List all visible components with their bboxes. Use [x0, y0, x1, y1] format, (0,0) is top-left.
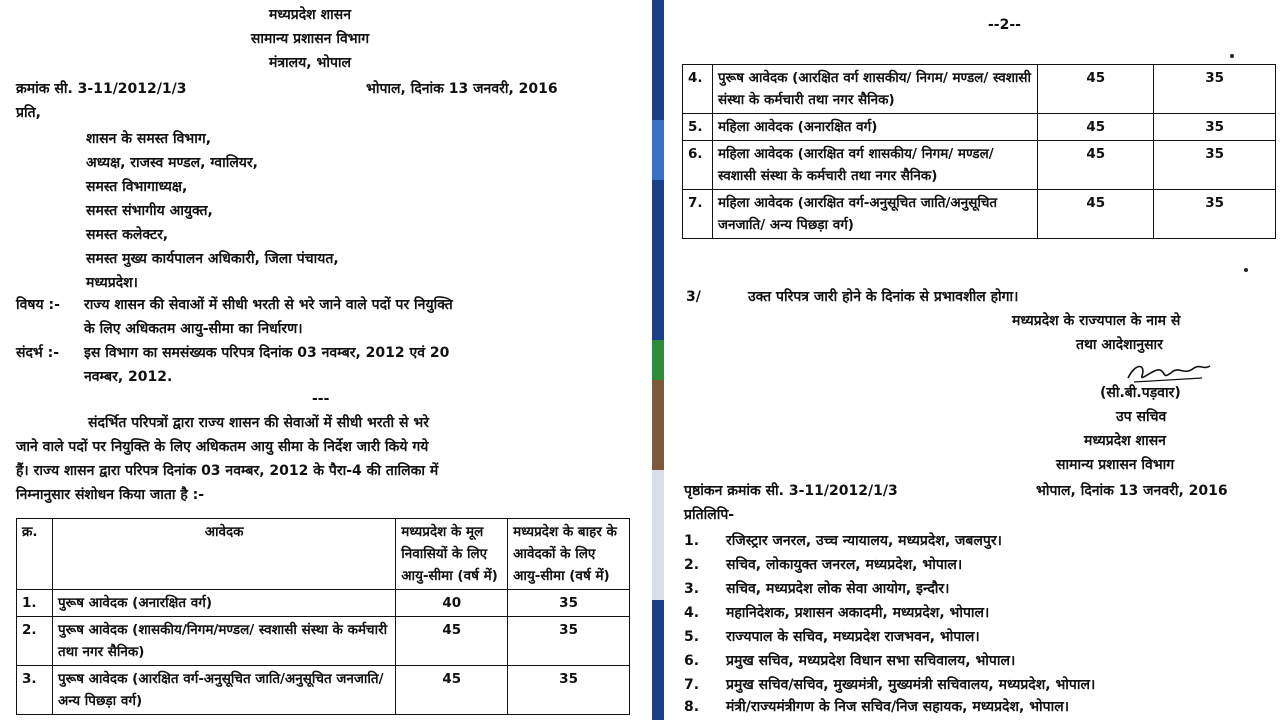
row-serial: 4. — [683, 65, 713, 114]
row-outside-age: 35 — [508, 666, 630, 715]
table-row — [683, 114, 1276, 141]
table-row — [683, 141, 1276, 190]
recipient-line: अध्यक्ष, राजस्व मण्डल, ग्वालियर, — [86, 155, 258, 171]
signature-graphic — [1124, 356, 1214, 386]
copy-item-number: 3. — [684, 581, 700, 597]
row-serial: 7. — [683, 190, 713, 239]
para3-number: 3/ — [686, 289, 701, 305]
table-row — [17, 590, 630, 617]
copy-item-text: राज्यपाल के सचिव, मध्यप्रदेश राजभवन, भोपाल। — [726, 629, 980, 645]
row-mp-age: 45 — [1038, 65, 1154, 114]
copy-item-number: 4. — [684, 605, 700, 621]
reference-line: इस विभाग का समसंख्यक परिपत्र दिनांक 03 नवम्बर, 2012 एवं 20 — [84, 345, 450, 361]
reference-number: क्रमांक सी. 3-11/2012/1/3 — [16, 81, 187, 97]
scan-speck — [1230, 54, 1234, 58]
row-applicant: महिला आवेदक (अनारक्षित वर्ग) — [712, 114, 1037, 141]
row-mp-age: 45 — [1038, 141, 1154, 190]
endorsement-date: भोपाल, दिनांक 13 जनवरी, 2016 — [1036, 483, 1228, 499]
row-serial: 3. — [17, 666, 53, 715]
row-outside-age: 35 — [508, 590, 630, 617]
age-limit-table — [16, 518, 630, 715]
copy-item-text: सचिव, मध्यप्रदेश लोक सेवा आयोग, इन्दौर। — [726, 581, 950, 597]
row-outside-age: 35 — [1154, 114, 1276, 141]
signatory-department: सामान्य प्रशासन विभाग — [1056, 457, 1175, 473]
para3-text: उक्त परिपत्र जारी होने के दिनांक से प्रभावशील होगा। — [748, 289, 1019, 305]
row-mp-age: 45 — [396, 666, 508, 715]
row-outside-age: 35 — [1154, 65, 1276, 114]
copy-item-number: 7. — [684, 677, 700, 693]
row-outside-age: 35 — [508, 617, 630, 666]
background-strip — [652, 0, 664, 720]
table-row — [683, 190, 1276, 239]
signatory-designation: उप सचिव — [1116, 409, 1167, 425]
copy-item-number: 2. — [684, 557, 700, 573]
header-ministry: मंत्रालय, भोपाल — [268, 55, 352, 71]
row-outside-age: 35 — [1154, 141, 1276, 190]
reference-label: संदर्भ :- — [16, 345, 60, 361]
copy-item-number: 5. — [684, 629, 700, 645]
copy-item-text: प्रमुख सचिव/सचिव, मुख्यमंत्री, मुख्यमंत्री सचिवालय, मध्यप्रदेश, भोपाल। — [726, 677, 1096, 693]
copy-item-number: 1. — [684, 533, 700, 549]
document-page-2 — [664, 0, 1280, 720]
subject-line: राज्य शासन की सेवाओं में सीधी भरती से भरे जाने वाले पदों पर नियुक्ति — [84, 297, 453, 313]
row-mp-age: 40 — [396, 590, 508, 617]
body-line: संदर्भित परिपत्रों द्वारा राज्य शासन की सेवाओं में सीधी भरती से भरे — [88, 415, 429, 431]
recipient-line: मध्यप्रदेश। — [86, 275, 138, 291]
signatory-government: मध्यप्रदेश शासन — [1084, 433, 1166, 449]
recipient-line: समस्त मुख्य कार्यपालन अधिकारी, जिला पंचायत, — [86, 251, 339, 267]
recipient-line: समस्त विभागाध्यक्ष, — [86, 179, 188, 195]
header-applicant: आवेदक — [52, 519, 395, 590]
copy-item-text: मंत्री/राज्यमंत्रीगण के निज सचिव/निज सहायक, मध्यप्रदेश, भोपाल। — [726, 699, 1070, 715]
body-line: हैं। राज्य शासन द्वारा परिपत्र दिनांक 03 नवम्बर, 2012 के पैरा-4 की तालिका में — [16, 463, 439, 479]
body-line: जाने वाले पदों पर नियुक्ति के लिए अधिकतम आयु सीमा के निर्देश जारी किये गये — [16, 439, 429, 455]
row-serial: 5. — [683, 114, 713, 141]
page-number: --2-- — [988, 17, 1021, 33]
copy-item-text: सचिव, लोकायुक्त जनरल, मध्यप्रदेश, भोपाल। — [726, 557, 963, 573]
header-serial: क्र. — [17, 519, 53, 590]
row-mp-age: 45 — [1038, 114, 1154, 141]
table-row — [17, 666, 630, 715]
copy-item-text: रजिस्ट्रार जनरल, उच्च न्यायालय, मध्यप्रदेश, जबलपुर। — [726, 533, 1002, 549]
age-limit-table-continued — [682, 64, 1276, 239]
header-department: सामान्य प्रशासन विभाग — [250, 31, 370, 47]
recipient-line: शासन के समस्त विभाग, — [86, 131, 212, 147]
subject-label: विषय :- — [16, 297, 60, 313]
copy-item-text: प्रमुख सचिव, मध्यप्रदेश विधान सभा सचिवालय, भोपाल। — [726, 653, 1016, 669]
endorsement-number: पृष्ठांकन क्रमांक सी. 3-11/2012/1/3 — [684, 483, 898, 499]
row-applicant: पुरूष आवेदक (आरक्षित वर्ग-अनुसूचित जाति/अनुसूचित जनजाति/अन्य पिछड़ा वर्ग) — [52, 666, 395, 715]
row-applicant: महिला आवेदक (आरक्षित वर्ग शासकीय/ निगम/ मण्डल/ स्वशासी संस्था के कर्मचारी तथा नगर सैनिक) — [712, 141, 1037, 190]
strip-graphic — [652, 0, 664, 720]
recipient-line: समस्त संभागीय आयुक्त, — [86, 203, 213, 219]
row-serial: 2. — [17, 617, 53, 666]
copy-item-text: महानिदेशक, प्रशासन अकादमी, मध्यप्रदेश, भोपाल। — [726, 605, 990, 621]
row-serial: 1. — [17, 590, 53, 617]
prati-label: प्रति, — [16, 105, 41, 121]
row-applicant: पुरूष आवेदक (अनारक्षित वर्ग) — [52, 590, 395, 617]
row-applicant: महिला आवेदक (आरक्षित वर्ग-अनुसूचित जाति/अनुसूचित जनजाति/ अन्य पिछड़ा वर्ग) — [712, 190, 1037, 239]
header-outside-applicants: मध्यप्रदेश के बाहर के आवेदकों के लिए आयु-सीमा (वर्ष में) — [508, 519, 630, 590]
row-outside-age: 35 — [1154, 190, 1276, 239]
row-mp-age: 45 — [396, 617, 508, 666]
row-mp-age: 45 — [1038, 190, 1154, 239]
copy-item-number: 6. — [684, 653, 700, 669]
table-row — [683, 65, 1276, 114]
signatory-name: (सी.बी.पड़वार) — [1100, 385, 1181, 401]
table-row — [17, 617, 630, 666]
body-line: निम्नानुसार संशोधन किया जाता है :- — [16, 487, 205, 503]
separator: --- — [312, 391, 330, 407]
copy-item-number: 8. — [684, 699, 700, 715]
recipient-line: समस्त कलेक्टर, — [86, 227, 169, 243]
table-header-row — [17, 519, 630, 590]
header-government: मध्यप्रदेश शासन — [269, 7, 351, 23]
copy-label: प्रतिलिपि- — [684, 507, 735, 523]
place-date: भोपाल, दिनांक 13 जनवरी, 2016 — [366, 81, 558, 97]
row-serial: 6. — [683, 141, 713, 190]
scan-speck — [1244, 268, 1248, 272]
row-applicant: पुरूष आवेदक (शासकीय/निगम/मण्डल/ स्वशासी संस्था के कर्मचारी तथा नगर सैनिक) — [52, 617, 395, 666]
reference-line: नवम्बर, 2012. — [84, 369, 173, 385]
header-mp-residents: मध्यप्रदेश के मूल निवासियों के लिए आयु-सीमा (वर्ष में) — [396, 519, 508, 590]
governor-line: तथा आदेशानुसार — [1076, 337, 1163, 353]
governor-line: मध्यप्रदेश के राज्यपाल के नाम से — [1012, 313, 1181, 329]
row-applicant: पुरूष आवेदक (आरक्षित वर्ग शासकीय/ निगम/ मण्डल/ स्वशासी संस्था के कर्मचारी तथा नगर सैनिक) — [712, 65, 1037, 114]
subject-line: के लिए अधिकतम आयु-सीमा का निर्धारण। — [84, 321, 303, 337]
